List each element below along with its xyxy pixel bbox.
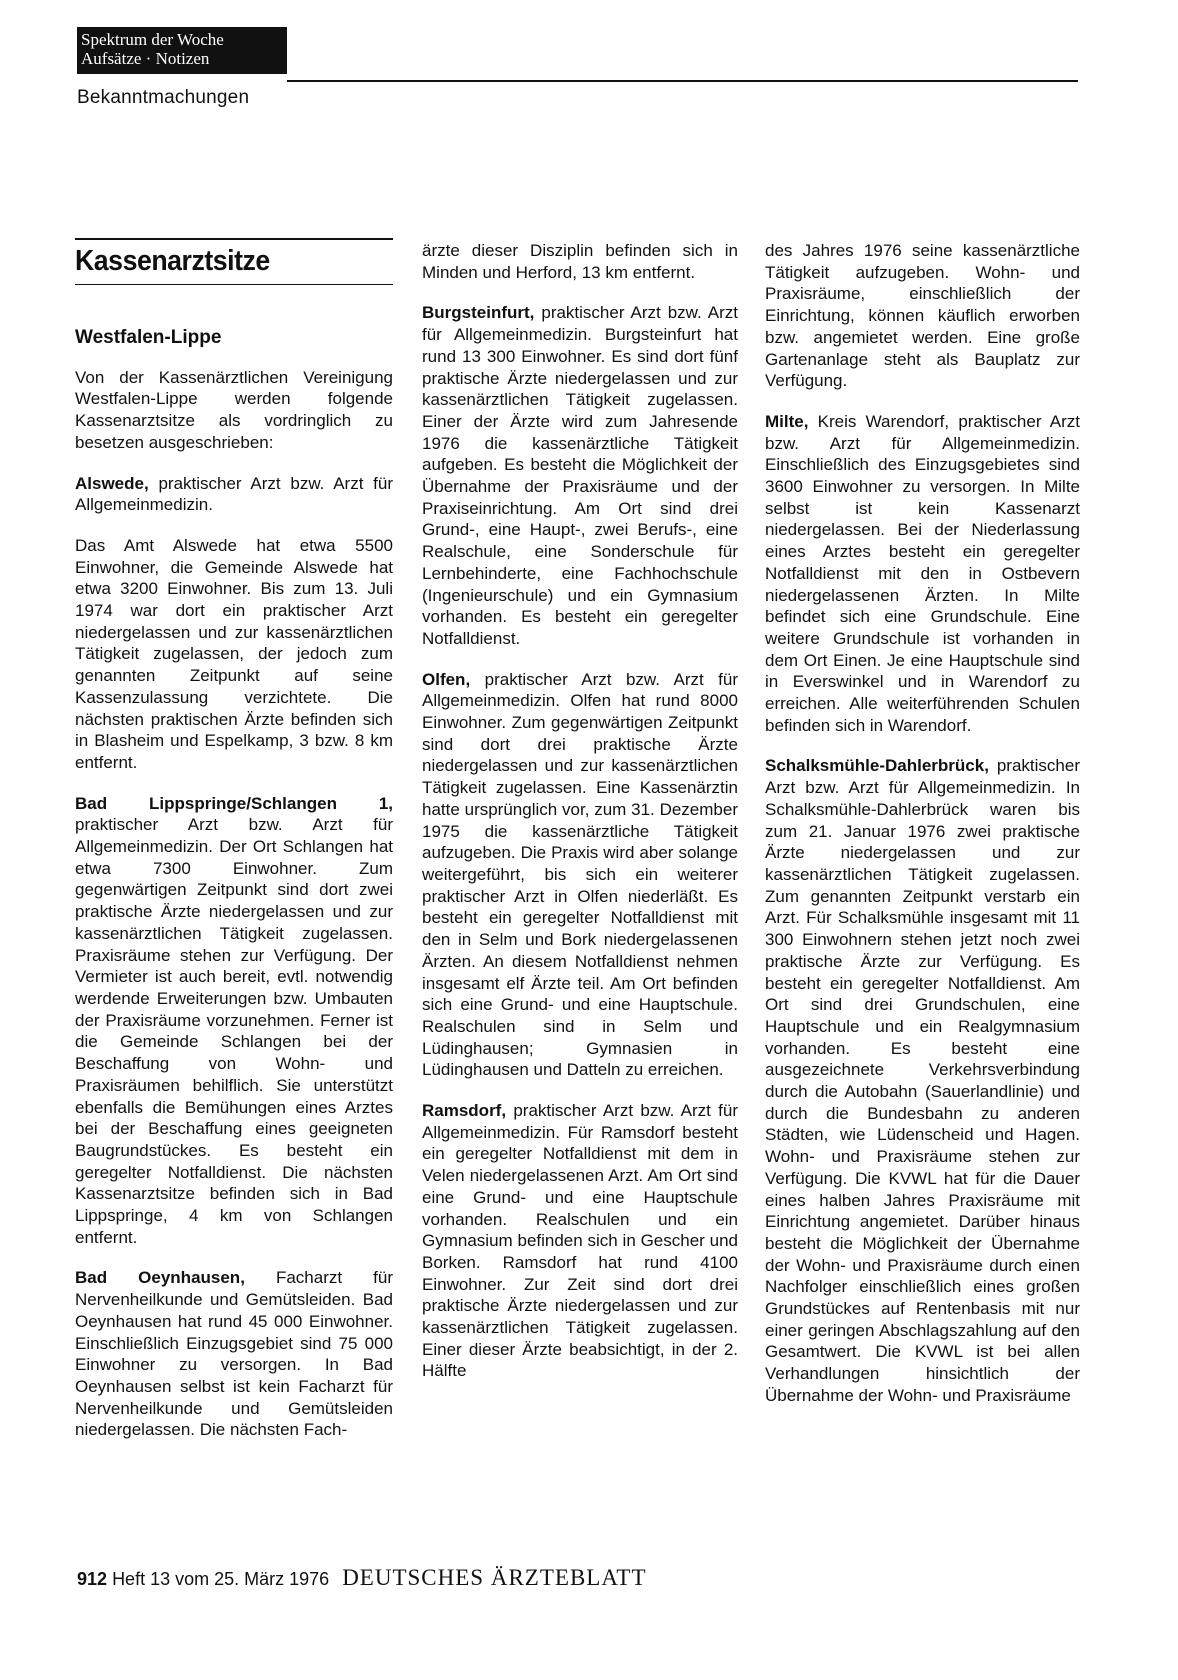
journal-name: DEUTSCHES ÄRZTEBLATT bbox=[342, 1565, 647, 1590]
header-rule bbox=[287, 80, 1078, 82]
listing-paragraph bbox=[765, 755, 1080, 1406]
listing-paragraph bbox=[75, 1267, 393, 1441]
column-2 bbox=[422, 240, 738, 1401]
listing-paragraph bbox=[422, 669, 738, 1081]
listing-text: praktischer Arzt bzw. Arzt für Allgemeinmedizin. Burgsteinfurt hat rund 13 300 Einwohner. Es sind dort fünf praktische Ärzte niedergelassen und zur kassenärztlichen Tätigkeit zugelassen. Einer der Ärzte wird zum Jahresende 1976 die kassenärztliche Tätigkeit aufgeben. Es besteht die Möglichkeit der Übernahme der Praxisräume und der Praxiseinrichtung. Am Ort sind drei Grund-, eine Haupt-, zwei Berufs-, eine Realschule, eine Sonderschule für Lernbehinderte, eine Fachhochschule (Ingenieurschule) und ein Gymnasium vorhanden. Es besteht ein geregelter Notfalldienst. bbox=[422, 303, 738, 648]
listing-text: ärzte dieser Disziplin befinden sich in Minden und Herford, 13 km entfernt. bbox=[422, 241, 738, 282]
listing-place: Bad Oeynhausen, bbox=[75, 1268, 245, 1288]
title-rule-bottom bbox=[75, 284, 393, 286]
listing-paragraph bbox=[765, 240, 1080, 392]
rubric-line-2: Aufsätze · Notizen bbox=[81, 49, 210, 68]
issue-info: Heft 13 vom 25. März 1976 bbox=[112, 1569, 330, 1589]
column-2-body bbox=[422, 240, 738, 1382]
listing-text: praktischer Arzt bzw. Arzt für Allgemeinmedizin. bbox=[75, 473, 393, 515]
listing-paragraph bbox=[422, 240, 738, 283]
listing-paragraph bbox=[75, 535, 393, 774]
page-footer bbox=[77, 1565, 647, 1591]
listing-place: Bad Lippspringe/Schlangen 1, bbox=[75, 793, 393, 813]
listing-place: Alswede, bbox=[75, 473, 149, 493]
listing-text: Facharzt für Nervenheilkunde und Gemütsleiden. Bad Oeynhausen hat rund 45 000 Einwohner. Einschließlich Einzugsgebiet sind 75 000 Einwohner zu versorgen. In Bad Oeynhausen selbst ist kein Facharzt für Nervenheilkunde und Gemütsleiden niedergelassen. Die nächsten Fach- bbox=[75, 1268, 393, 1440]
section-label: Bekanntmachungen bbox=[77, 87, 250, 108]
listing-paragraph bbox=[422, 302, 738, 649]
column-3-body bbox=[765, 240, 1080, 1407]
listing-text: praktischer Arzt bzw. Arzt für Allgemeinmedizin. Olfen hat rund 8000 Einwohner. Zum gegenwärtigen Zeitpunkt sind dort drei praktische Ärzte niedergelassen und zur kassenärztlichen Tätigkeit zugelassen. Eine Kassenärztin hatte ursprünglich vor, zum 31. Dezember 1975 die kassenärztliche Tätigkeit aufzugeben. Die Praxis wird aber solange weitergeführt, bis sich ein weiterer praktischer Arzt in Olfen niederläßt. Es besteht ein geregelter Notfalldienst mit den in Selm und Bork niedergelassenen Ärzten. An diesem Notfalldienst nehmen insgesamt elf Ärzte teil. Am Ort befinden sich eine Grund- und eine Hauptschule. Realschulen sind in Selm und Lüdinghausen; Gymnasien in Lüdinghausen und Datteln zu erreichen. bbox=[422, 669, 738, 1080]
listing-place: Olfen, bbox=[422, 669, 471, 689]
listing-text: praktischer Arzt bzw. Arzt für Allgemeinmedizin. Für Ramsdorf besteht ein geregelter Notfalldienst mit dem in Velen niedergelassenen Arzt. Am Ort sind eine Grund- und eine Hauptschule vorhanden. Realschulen und ein Gymnasium befinden sich in Gescher und Borken. Ramsdorf hat rund 4100 Einwohner. Zur Zeit sind dort drei praktische Ärzte niedergelassen und zur kassenärztlichen Tätigkeit zugelassen. Einer dieser Ärzte beabsichtigt, in der 2. Hälfte bbox=[422, 1101, 738, 1381]
column-1 bbox=[75, 238, 393, 1460]
listing-text: Das Amt Alswede hat etwa 5500 Einwohner, die Gemeinde Alswede hat etwa 3200 Einwohner. Bis zum 13. Juli 1974 war dort ein praktischer Arzt niedergelassen und zur kassenärztlichen Tätigkeit zugelassen, der jedoch zum genannten Zeitpunkt auf seine Kassenzulassung verzichtete. Die nächsten praktischen Ärzte befinden sich in Blasheim und Espelkamp, 3 bzw. 8 km entfernt. bbox=[75, 535, 393, 772]
article-title: Kassenarztsitze bbox=[75, 244, 270, 277]
listing-place: Milte, bbox=[765, 411, 809, 431]
listing-place: Schalksmühle-Dahlerbrück, bbox=[765, 756, 989, 776]
title-rule-top bbox=[75, 238, 393, 240]
column-3 bbox=[765, 240, 1080, 1426]
listing-paragraph bbox=[75, 793, 393, 1249]
column-1-body bbox=[75, 473, 393, 1442]
listing-paragraph bbox=[75, 473, 393, 516]
listing-place: Ramsdorf, bbox=[422, 1101, 507, 1121]
listing-paragraph bbox=[765, 411, 1080, 737]
rubric-line-1: Spektrum der Woche bbox=[81, 30, 224, 49]
listing-place: Burgsteinfurt, bbox=[422, 303, 535, 323]
intro-paragraph: Von der Kassenärztlichen Vereinigung Westfalen-Lippe werden folgende Kassenarztsitze als vordringlich zu besetzen ausgeschrieben: bbox=[75, 367, 393, 452]
listing-paragraph bbox=[422, 1100, 738, 1382]
listing-text: praktischer Arzt bzw. Arzt für Allgemeinmedizin. Der Ort Schlangen hat etwa 7300 Einwohner. Zum gegenwärtigen Zeitpunkt sind dort zwei praktische Ärzte niedergelassen und zur kassenärztlichen Tätigkeit zugelassen. Praxisräume stehen zur Verfügung. Der Vermieter ist auch bereit, evtl. notwendig werdende Erweiterungen bzw. Umbauten der Praxisräume vorzunehmen. Ferner ist die Gemeinde Schlangen bei der Beschaffung von Wohn- und Praxisräumen behilflich. Sie unterstützt ebenfalls die Bemühungen eines Arztes bei der Beschaffung eines geeigneten Baugrundstückes. Es besteht ein geregelter Notfalldienst. Die nächsten Kassenarztsitze befinden sich in Bad Lippspringe, 4 km von Schlangen entfernt. bbox=[75, 815, 393, 1247]
region-heading: Westfalen-Lippe bbox=[75, 327, 222, 348]
page-number: 912 bbox=[77, 1569, 108, 1589]
listing-text: praktischer Arzt bzw. Arzt für Allgemeinmedizin. In Schalksmühle-Dahlerbrück waren bis zum 21. Januar 1976 zwei praktische Ärzte niedergelassen und zur kassenärztlichen Tätigkeit zugelassen. Zum genannten Zeitpunkt verstarb ein Arzt. Für Schalksmühle insgesamt mit 11 300 Einwohnern stehen jetzt noch zwei praktische Ärzte zur Verfügung. Es besteht ein geregelter Notfalldienst. Am Ort sind drei Grundschulen, eine Hauptschule und ein Realgymnasium vorhanden. Es besteht eine ausgezeichnete Verkehrsverbindung durch die Autobahn (Sauerlandlinie) und durch die Bundesbahn zu anderen Städten, wie Lüdenscheid und Hagen. Wohn- und Praxisräume stehen zur Verfügung. Die KVWL hat für die Dauer eines halben Jahres Praxisräume mit Einrichtung angemietet. Darüber hinaus besteht die Möglichkeit der Übernahme der Wohn- und Praxisräume durch einen Nachfolger einschließlich eines großen Grundstückes auf Rentenbasis mit nur einer geringen Abschlagszahlung auf den Gesamtwert. Die KVWL ist bei allen Verhandlungen hinsichtlich der Übernahme der Wohn- und Praxisräume bbox=[765, 756, 1080, 1405]
listing-text: Kreis Warendorf, praktischer Arzt bzw. Arzt für Allgemeinmedizin. Einschließlich des Einzugsgebietes sind 3600 Einwohner zu versorgen. In Milte selbst ist kein Kassenarzt niedergelassen. Bei der Niederlassung eines Arztes besteht ein geregelter Notfalldienst mit den in Ostbevern niedergelassenen Ärzten. In Milte befindet sich eine Grundschule. Eine weitere Grundschule ist vorhanden in dem Ort Einen. Je eine Hauptschule sind in Everswinkel und in Warendorf zu erreichen. Alle weiterführenden Schulen befinden sich in Warendorf. bbox=[765, 411, 1080, 735]
rubric-box bbox=[77, 27, 287, 74]
listing-text: des Jahres 1976 seine kassenärztliche Tätigkeit aufzugeben. Wohn- und Praxisräume, einschließlich der Einrichtung, können käuflich erworben bzw. angemietet werden. Eine große Gartenanlage steht als Bauplatz zur Verfügung. bbox=[765, 241, 1080, 391]
